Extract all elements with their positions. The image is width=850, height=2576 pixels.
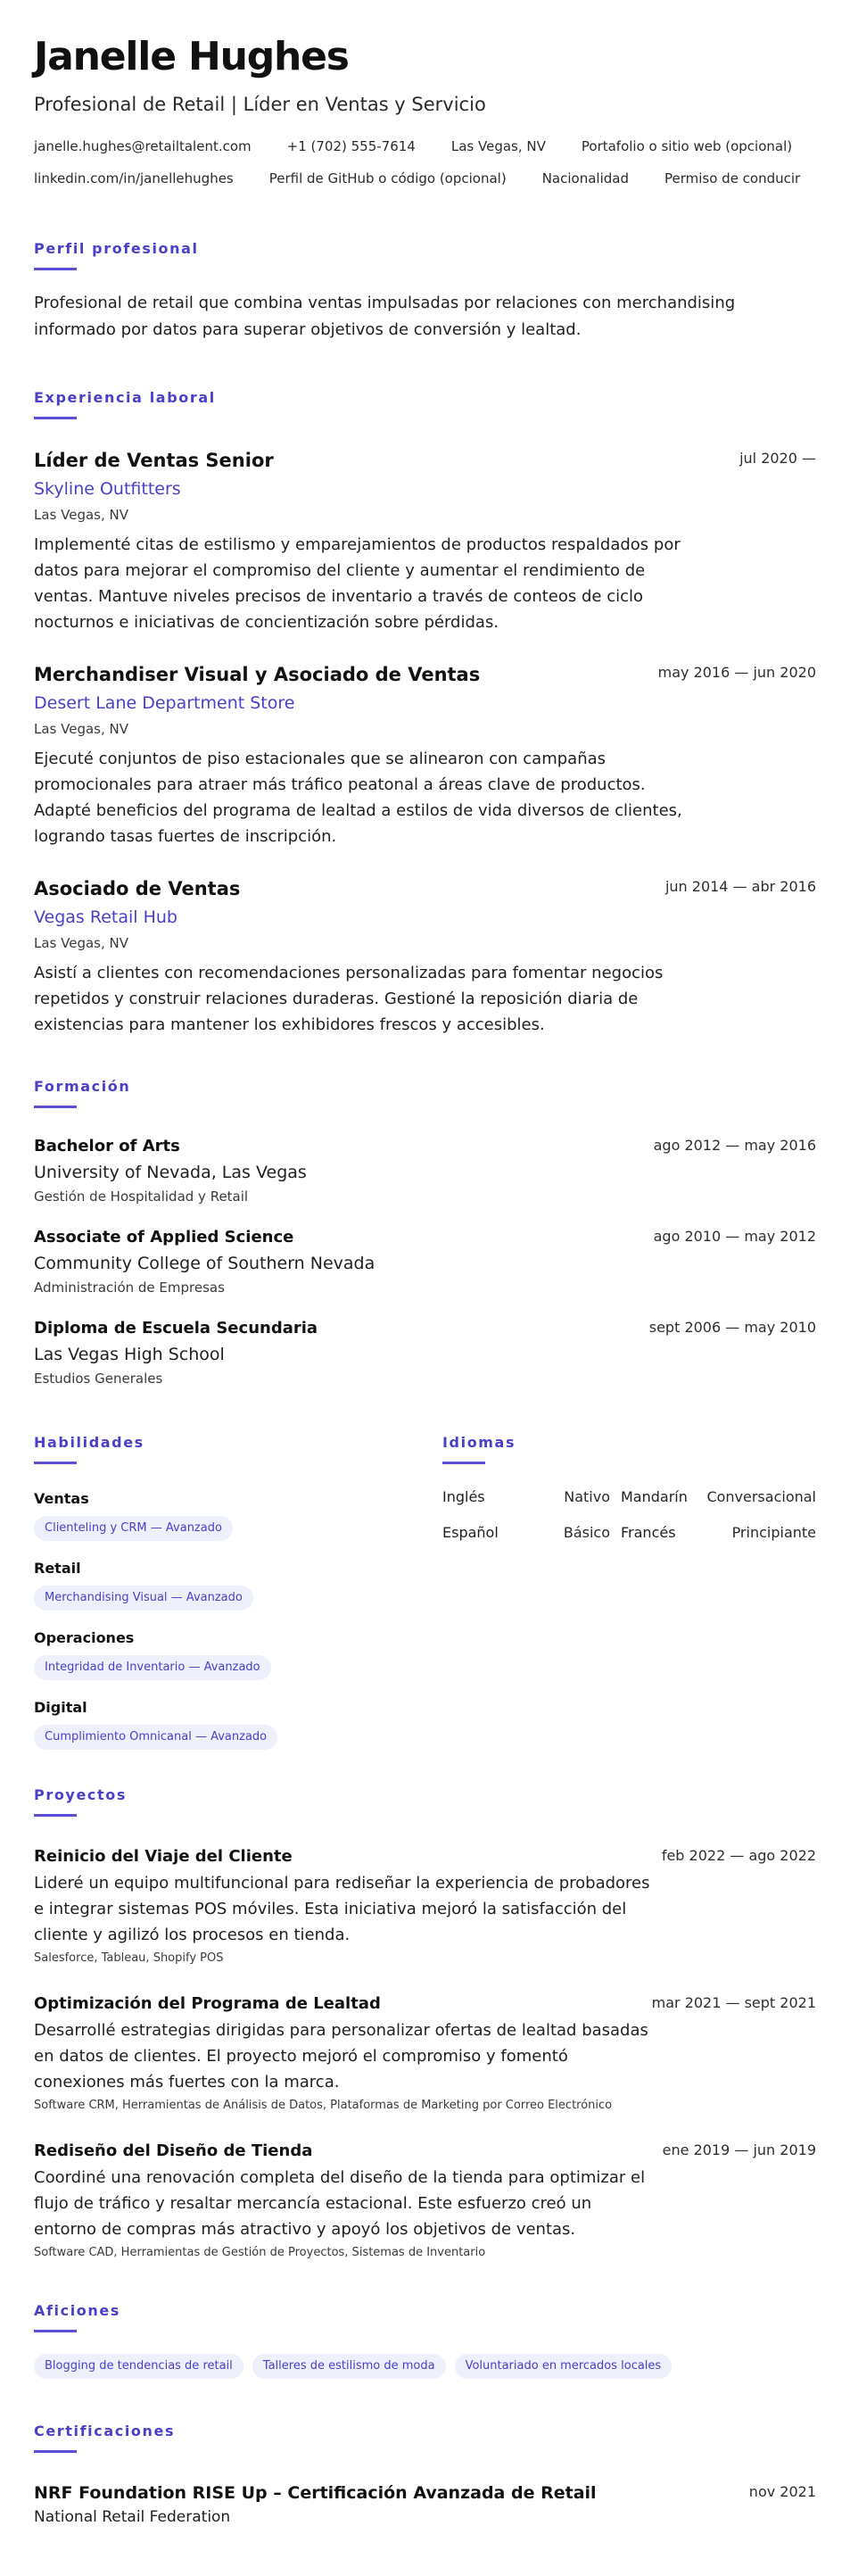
contact-phone[interactable]: +1 (702) 555-7614 bbox=[286, 138, 416, 154]
hobbies-section bbox=[34, 2301, 816, 2379]
language-name: Español bbox=[442, 1524, 499, 1541]
project-description: Lideré un equipo multifuncional para rediseñar la experiencia de probadores e integrar sistemas POS móviles. Esta iniciativa mejoró la satisfacción del cliente y agilizó los procesos en tienda. bbox=[34, 1874, 650, 1944]
project-dates: ene 2019 — jun 2019 bbox=[662, 2141, 816, 2158]
section-divider bbox=[34, 1462, 77, 1464]
skill-category: Ventas bbox=[34, 1490, 89, 1507]
skill-chip: Merchandising Visual — Avanzado bbox=[34, 1586, 253, 1611]
section-divider bbox=[34, 2330, 77, 2332]
project-description: Desarrollé estrategias dirigidas para personalizar ofertas de lealtad basadas en datos de clientes. El proyecto mejoró el compromiso y fomentó conexiones más fuertes con la marca. bbox=[34, 2021, 648, 2091]
project-item bbox=[34, 1992, 816, 2115]
contact-nationality: Nacionalidad bbox=[541, 170, 629, 186]
skill-category: Retail bbox=[34, 1560, 81, 1577]
language-name: Francés bbox=[621, 1524, 676, 1541]
contact-github[interactable]: Perfil de GitHub o código (opcional) bbox=[268, 170, 507, 186]
language-level: Principiante bbox=[731, 1524, 816, 1541]
section-title: Experiencia laboral bbox=[34, 389, 216, 406]
job-description: Ejecuté conjuntos de piso estacionales que se alinearon con campañas promocionales para atraer más tráfico peatonal a áreas clave de productos. Adapté beneficios del programa de lealtad a estilos de vida diversos de clientes, logrando tasas fuertes de inscripción. bbox=[34, 750, 682, 846]
project-dates: feb 2022 — ago 2022 bbox=[661, 1847, 816, 1864]
contact-location: Las Vegas, NV bbox=[450, 138, 546, 154]
school-name: Las Vegas High School bbox=[34, 1345, 225, 1364]
job-location: Las Vegas, NV bbox=[34, 507, 129, 523]
language-item bbox=[442, 1487, 621, 1507]
project-name: Reinicio del Viaje del Cliente bbox=[34, 1847, 293, 1866]
language-item bbox=[442, 1523, 621, 1543]
section-divider bbox=[442, 1462, 485, 1464]
summary-section bbox=[34, 239, 816, 344]
contact-linkedin[interactable]: linkedin.com/in/janellehughes bbox=[34, 170, 234, 186]
education-dates: ago 2010 — may 2012 bbox=[653, 1228, 816, 1245]
language-name: Inglés bbox=[442, 1488, 485, 1505]
job-description: Implementé citas de estilismo y emparejamientos de productos respaldados por datos para mejorar el compromiso del cliente y aumentar el rendimiento de ventas. Mantuve niveles precisos de inventario a través de conteos de ciclo nocturnos e iniciativas de concientización sobre pérdidas. bbox=[34, 535, 681, 632]
section-divider bbox=[34, 268, 77, 270]
project-technologies: Software CRM, Herramientas de Análisis de Datos, Plataformas de Marketing por Correo Electrónico bbox=[34, 2099, 613, 2112]
field-of-study: Estudios Generales bbox=[34, 1371, 163, 1387]
certification-date: nov 2021 bbox=[748, 2483, 816, 2500]
language-item bbox=[621, 1487, 816, 1507]
section-title: Perfil profesional bbox=[34, 240, 199, 257]
language-list bbox=[442, 1487, 816, 1543]
skill-group bbox=[34, 1628, 442, 1680]
job-dates: jun 2014 — abr 2016 bbox=[664, 878, 816, 895]
section-title: Aficiones bbox=[34, 2302, 120, 2319]
section-title: Habilidades bbox=[34, 1434, 144, 1451]
section-divider bbox=[34, 1106, 77, 1108]
contact-driving-license: Permiso de conducir bbox=[664, 170, 801, 186]
section-divider bbox=[34, 1814, 77, 1817]
company-name: Desert Lane Department Store bbox=[34, 693, 295, 713]
candidate-name: Janelle Hughes bbox=[34, 34, 349, 79]
project-technologies: Software CAD, Herramientas de Gestión de Proyectos, Sistemas de Inventario bbox=[34, 2246, 486, 2259]
section-title: Idiomas bbox=[442, 1434, 516, 1451]
section-title: Proyectos bbox=[34, 1786, 127, 1803]
company-name: Vegas Retail Hub bbox=[34, 907, 177, 927]
skill-group bbox=[34, 1489, 442, 1541]
hobby-chip: Blogging de tendencias de retail bbox=[34, 2354, 243, 2379]
language-level: Conversacional bbox=[706, 1488, 816, 1505]
experience-section bbox=[34, 388, 816, 1038]
certification-item bbox=[34, 2481, 816, 2528]
project-name: Rediseño del Diseño de Tienda bbox=[34, 2141, 313, 2160]
project-technologies: Salesforce, Tableau, Shopify POS bbox=[34, 1951, 224, 1965]
field-of-study: Gestión de Hospitalidad y Retail bbox=[34, 1189, 249, 1205]
projects-section bbox=[34, 1785, 816, 2262]
job-dates: jul 2020 — bbox=[739, 450, 816, 467]
job-title: Líder de Ventas Senior bbox=[34, 450, 274, 471]
language-level: Nativo bbox=[564, 1488, 610, 1505]
hobby-chip: Voluntariado en mercados locales bbox=[455, 2354, 673, 2379]
school-name: University of Nevada, Las Vegas bbox=[34, 1163, 307, 1182]
experience-item bbox=[34, 662, 816, 849]
skill-chip: Integridad de Inventario — Avanzado bbox=[34, 1655, 271, 1680]
skill-chip: Cumplimiento Omnicanal — Avanzado bbox=[34, 1725, 277, 1750]
hobby-list bbox=[34, 2354, 816, 2379]
job-dates: may 2016 — jun 2020 bbox=[657, 664, 816, 681]
degree: Associate of Applied Science bbox=[34, 1228, 294, 1247]
skills-section bbox=[34, 1433, 442, 1750]
job-title: Asociado de Ventas bbox=[34, 878, 241, 899]
field-of-study: Administración de Empresas bbox=[34, 1280, 225, 1296]
certification-issuer: National Retail Federation bbox=[34, 2508, 231, 2526]
section-title: Certificaciones bbox=[34, 2423, 176, 2439]
education-item bbox=[34, 1135, 816, 1206]
education-item bbox=[34, 1226, 816, 1297]
certification-name: NRF Foundation RISE Up – Certificación Avanzada de Retail bbox=[34, 2483, 597, 2503]
project-name: Optimización del Programa de Lealtad bbox=[34, 1994, 381, 2013]
language-item bbox=[621, 1523, 816, 1543]
degree: Bachelor of Arts bbox=[34, 1137, 180, 1155]
job-title: Merchandiser Visual y Asociado de Ventas bbox=[34, 664, 481, 685]
experience-item bbox=[34, 448, 816, 635]
experience-item bbox=[34, 876, 816, 1038]
skill-group bbox=[34, 1559, 442, 1611]
skills-languages-row bbox=[34, 1433, 816, 1750]
skill-group bbox=[34, 1698, 442, 1750]
summary-text: Profesional de retail que combina ventas impulsadas por relaciones con merchandising informado por datos para superar objetivos de conversión y lealtad. bbox=[34, 294, 736, 339]
school-name: Community College of Southern Nevada bbox=[34, 1254, 375, 1273]
contact-email[interactable]: janelle.hughes@retailtalent.com bbox=[34, 138, 252, 154]
project-item bbox=[34, 1845, 816, 1967]
degree: Diploma de Escuela Secundaria bbox=[34, 1319, 318, 1338]
company-name: Skyline Outfitters bbox=[34, 479, 181, 499]
skill-category: Digital bbox=[34, 1699, 87, 1716]
job-location: Las Vegas, NV bbox=[34, 935, 129, 951]
headline: Profesional de Retail | Líder en Ventas y Servicio bbox=[34, 94, 486, 115]
contact-list bbox=[34, 137, 828, 187]
project-item bbox=[34, 2140, 816, 2262]
education-dates: sept 2006 — may 2010 bbox=[648, 1319, 816, 1336]
language-name: Mandarín bbox=[621, 1488, 688, 1505]
section-divider bbox=[34, 417, 77, 419]
language-level: Básico bbox=[563, 1524, 610, 1541]
job-location: Las Vegas, NV bbox=[34, 721, 129, 737]
project-description: Coordiné una renovación completa del diseño de la tienda para optimizar el flujo de tráfico y resaltar mercancía estacional. Este esfuerzo creó un entorno de compras más atractivo y apoyó los objetivos de ventas. bbox=[34, 2168, 646, 2239]
skill-category: Operaciones bbox=[34, 1629, 135, 1646]
skill-chip: Clienteling y CRM — Avanzado bbox=[34, 1516, 233, 1541]
project-dates: mar 2021 — sept 2021 bbox=[651, 1994, 816, 2011]
certifications-section bbox=[34, 2422, 816, 2528]
languages-section bbox=[442, 1433, 816, 1750]
section-divider bbox=[34, 2450, 77, 2453]
hobby-chip: Talleres de estilismo de moda bbox=[252, 2354, 446, 2379]
education-section bbox=[34, 1077, 816, 1388]
section-title: Formación bbox=[34, 1078, 131, 1095]
education-item bbox=[34, 1317, 816, 1388]
education-dates: ago 2012 — may 2016 bbox=[653, 1137, 816, 1154]
job-description: Asistí a clientes con recomendaciones personalizadas para fomentar negocios repetidos y construir relaciones duraderas. Gestioné la reposición diaria de existencias para mantener los exhibidores frescos y accesibles. bbox=[34, 964, 664, 1034]
contact-portfolio[interactable]: Portafolio o sitio web (opcional) bbox=[581, 138, 793, 154]
